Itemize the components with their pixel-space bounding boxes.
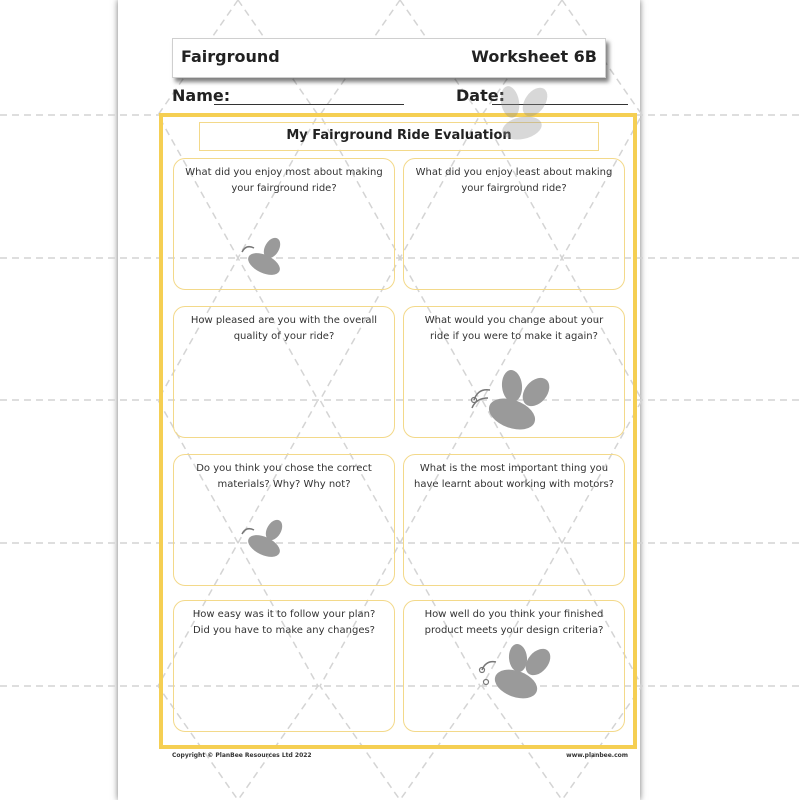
- question-text: Do you think you chose the correct materials? Why? Why not?: [196, 463, 372, 490]
- topic-title: Fairground: [181, 47, 280, 66]
- website-link[interactable]: www.planbee.com: [566, 752, 628, 759]
- bee-icon: [236, 518, 296, 564]
- worksheet-header: [172, 38, 606, 78]
- question-text: How easy was it to follow your plan? Did you have to make any changes?: [192, 609, 376, 636]
- bee-icon: [236, 236, 296, 282]
- date-label: Date:: [456, 86, 505, 105]
- question-card-2[interactable]: [403, 158, 625, 290]
- bee-icon: [480, 80, 560, 150]
- question-text: How well do you think your finished product meets your design criteria?: [424, 609, 604, 636]
- worksheet-number: Worksheet 6B: [471, 47, 597, 66]
- bee-icon: [462, 368, 558, 440]
- question-text: How pleased are you with the overall quality of your ride?: [190, 315, 378, 342]
- name-line[interactable]: [214, 104, 404, 105]
- question-card-3[interactable]: [173, 306, 395, 438]
- name-label: Name:: [172, 86, 231, 105]
- question-text: What did you enjoy least about making your fairground ride?: [415, 167, 613, 194]
- question-text: What did you enjoy most about making your fairground ride?: [185, 167, 383, 194]
- question-card-7[interactable]: [173, 600, 395, 732]
- copyright-text: Copyright © PlanBee Resources Ltd 2022: [172, 752, 312, 759]
- evaluation-title: My Fairground Ride Evaluation: [286, 128, 512, 143]
- question-text: What is the most important thing you have learnt about working with motors?: [414, 463, 614, 490]
- question-card-6[interactable]: [403, 454, 625, 586]
- bee-icon: [472, 642, 558, 708]
- question-text: What would you change about your ride if you were to make it again?: [424, 315, 604, 342]
